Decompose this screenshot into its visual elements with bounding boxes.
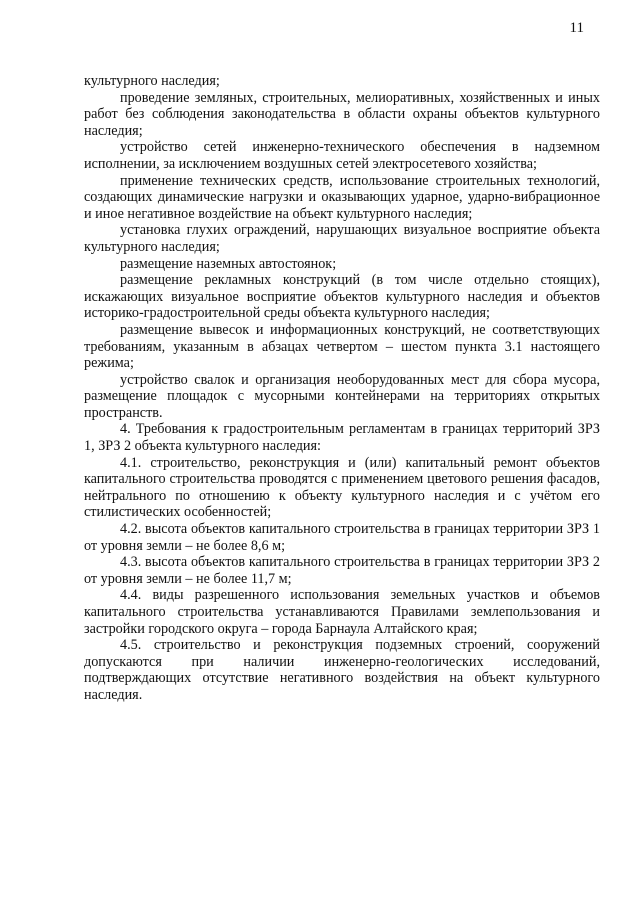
paragraph: установка глухих ограждений, нарушающих визуальное восприятие объекта культурного наследия; [84,222,600,255]
paragraph: применение технических средств, использование строительных технологий, создающих динамические нагрузки и оказывающих ударное, ударно-вибрационное и иное негативное воздействие на объект культурного наследия; [84,172,600,222]
section-heading: 4. Требования к градостроительным регламентам в границах территорий ЗРЗ 1, ЗРЗ 2 объекта культурного наследия: [84,421,600,455]
paragraph: размещение рекламных конструкций (в том числе отдельно стоящих), искажающих визуальное восприятие объектов культурного наследия и объектов историко-градостроительной среды объекта культурного наследия; [84,272,600,322]
paragraph: 4.3. высота объектов капитального строительства в границах территории ЗРЗ 2 от уровня земли – не более 11,7 м; [84,554,600,587]
paragraph: 4.4. виды разрешенного использования земельных участков и объемов капитального строительства устанавливаются Правилами землепользования и застройки городского округа – города Барнаула Алтайского края; [84,587,600,637]
paragraph: 4.2. высота объектов капитального строительства в границах территории ЗРЗ 1 от уровня земли – не более 8,6 м; [84,521,600,554]
paragraph: проведение земляных, строительных, мелиоративных, хозяйственных и иных работ без соблюдения законодательства в области охраны объектов культурного наследия; [84,89,600,139]
document-body [84,73,600,704]
page-number: 11 [569,20,584,36]
paragraph: культурного наследия; [84,73,220,89]
paragraph: 4.1. строительство, реконструкция и (или) капитальный ремонт объектов капитального строительства проводятся с применением цветового решения фасадов, нейтрального по отношению к объекту культурного наследия и с учётом его стилистических особенностей; [84,454,600,521]
paragraph: устройство свалок и организация необорудованных мест для сбора мусора, размещение площадок с мусорными контейнерами на территориях открытых пространств. [84,371,600,421]
paragraph: 4.5. строительство и реконструкция подземных строений, сооружений допускаются при наличии инженерно-геологических исследований, подтверждающих отсутствие негативного воздействия на объект культурного наследия. [84,637,600,703]
paragraph: размещение вывесок и информационных конструкций, не соответствующих требованиям, указанным в абзацах четвертом – шестом пункта 3.1 настоящего режима; [84,321,600,372]
paragraph: устройство сетей инженерно-технического обеспечения в надземном исполнении, за исключением воздушных сетей электросетевого хозяйства; [84,139,600,172]
paragraph: размещение наземных автостоянок; [120,255,337,272]
